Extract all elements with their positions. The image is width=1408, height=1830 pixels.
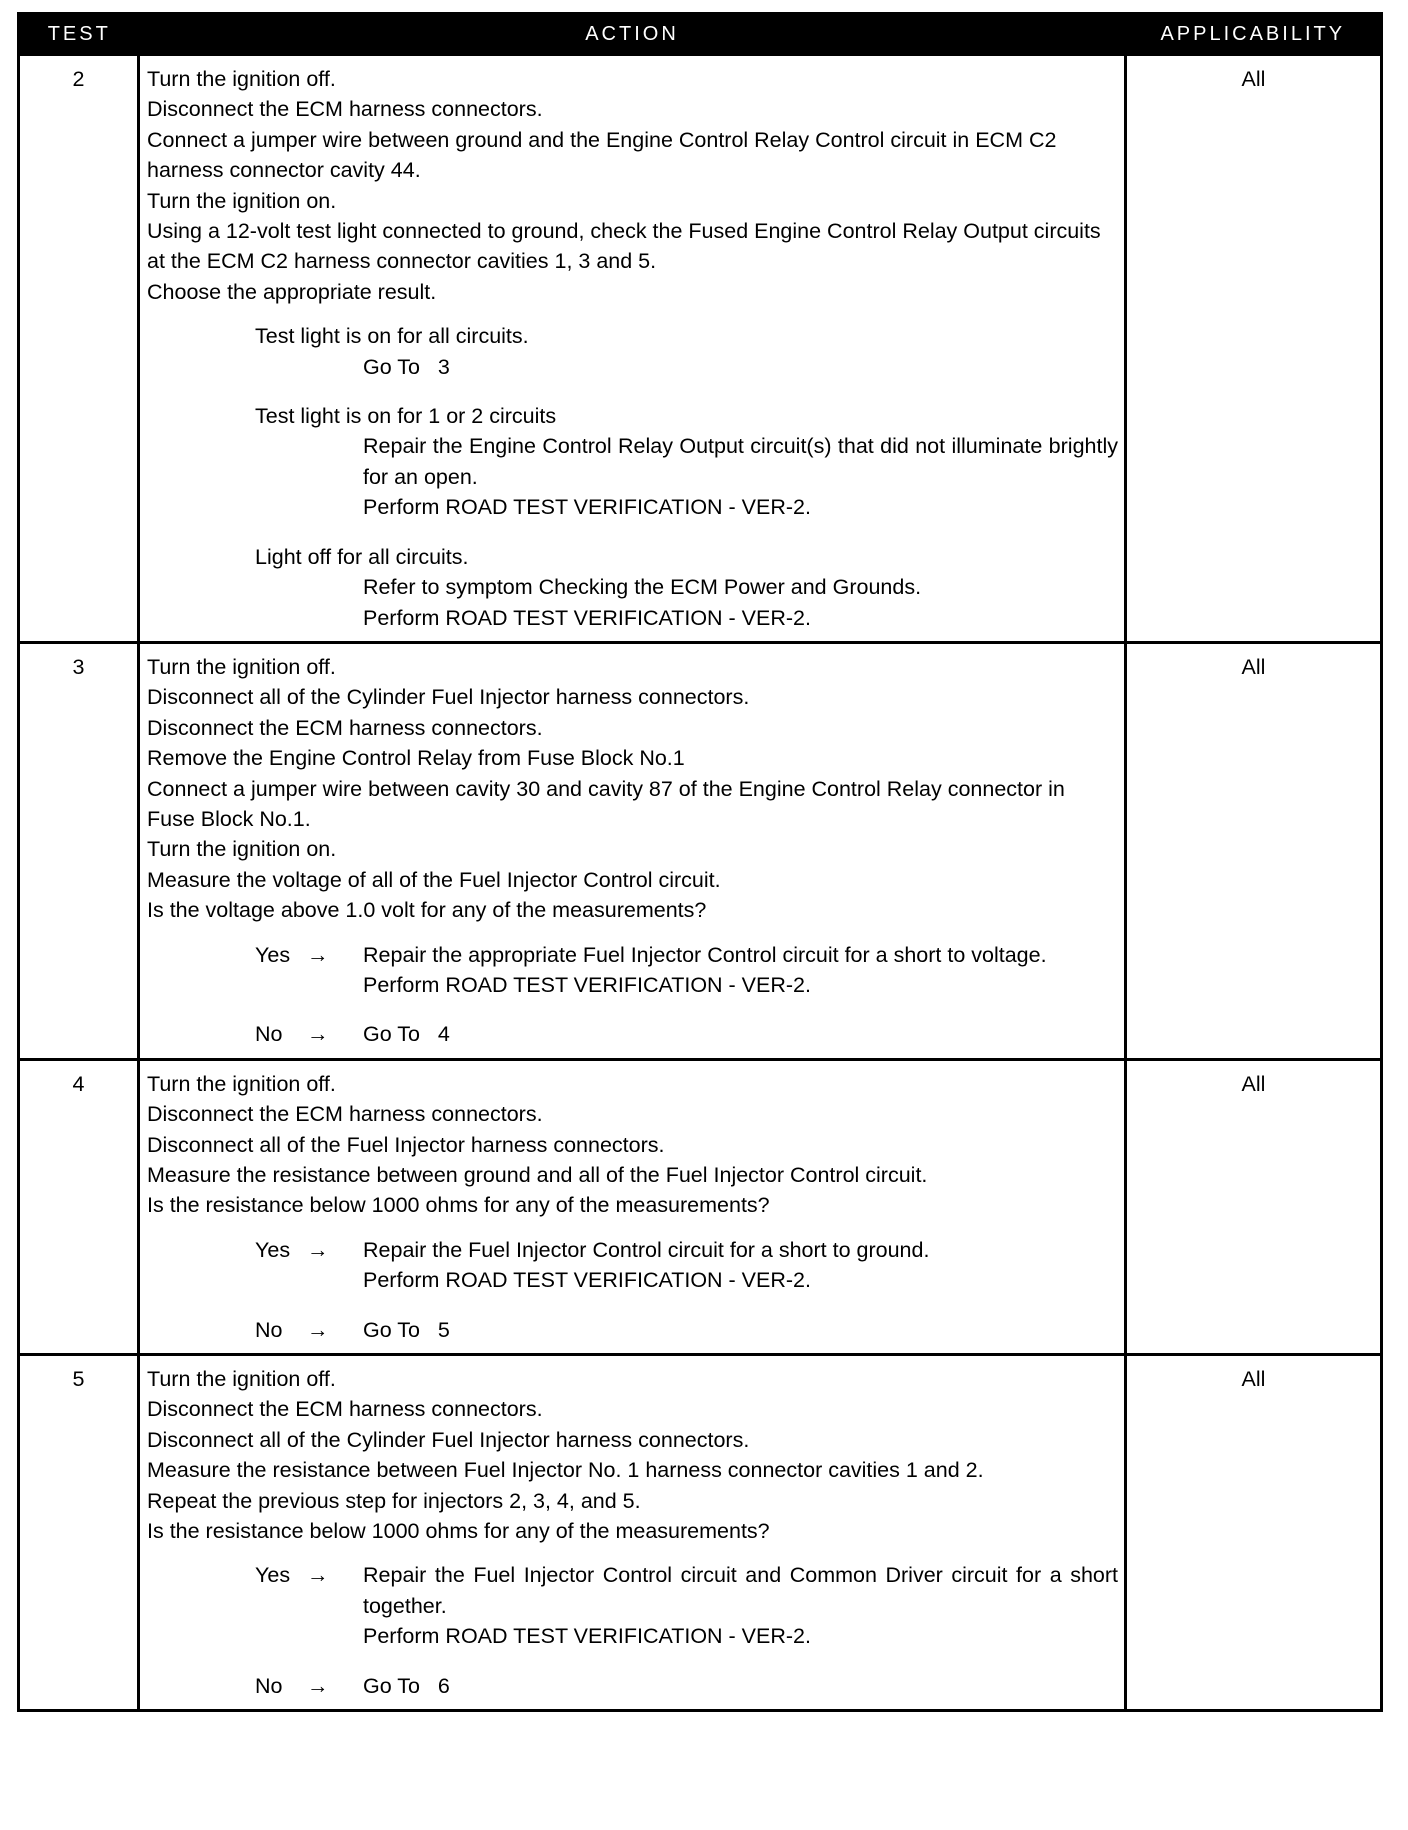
action-cell (139, 1355, 1126, 1711)
arrow-right-icon: → (307, 1022, 329, 1047)
no-answer (255, 1315, 1118, 1345)
action-step: Repeat the previous step for injectors 2, 3, 4, and 5. (147, 1488, 641, 1513)
action-step: Disconnect all of the Fuel Injector harness connectors. (147, 1132, 665, 1157)
arrow-right-icon: → (307, 1237, 329, 1262)
action-step: Disconnect all of the Cylinder Fuel Injector harness connectors. (147, 1427, 750, 1452)
diagnostic-table (17, 12, 1383, 1712)
answer-instructions (363, 1671, 1118, 1701)
answer-label: Yes (255, 1563, 291, 1588)
test-row (19, 642, 1382, 1059)
test-number: 5 (19, 1355, 139, 1711)
applicability-value: All (1126, 1355, 1382, 1711)
action-step: Turn the ignition off. (147, 654, 336, 679)
answer-instruction: Perform ROAD TEST VERIFICATION - VER-2. (363, 1624, 811, 1649)
action-step: Using a 12-volt test light connected to ground, check the Fused Engine Control Relay Output circuits at the ECM C2 harness connector cavities 1, 3 and 5. (147, 219, 1101, 274)
answer-instructions (363, 1560, 1124, 1651)
action-step: Disconnect the ECM harness connectors. (147, 1102, 543, 1127)
action-step: Choose the appropriate result. (147, 279, 437, 304)
test-row (19, 1059, 1382, 1354)
action-step: Remove the Engine Control Relay from Fuse Block No.1 (147, 746, 685, 771)
answer-instruction: Perform ROAD TEST VERIFICATION - VER-2. (363, 972, 811, 997)
action-step: Measure the resistance between Fuel Injector No. 1 harness connector cavities 1 and 2. (147, 1458, 984, 1483)
test-number: 3 (19, 642, 139, 1059)
arrow-right-icon: → (307, 1563, 329, 1588)
result-condition: Light off for all circuits. (255, 544, 469, 569)
applicability-value: All (1126, 55, 1382, 643)
answer-instructions (363, 1235, 1118, 1296)
answer-instruction: Go To 5 (363, 1317, 450, 1342)
action-step: Turn the ignition off. (147, 67, 336, 91)
test-number: 2 (19, 55, 139, 643)
action-step: Disconnect the ECM harness connectors. (147, 715, 543, 740)
answer-instruction: Perform ROAD TEST VERIFICATION - VER-2. (363, 1268, 811, 1293)
action-step: Connect a jumper wire between ground and the Engine Control Relay Control circuit in ECM C2 harness connector cavity 44. (147, 127, 1057, 183)
result-condition: Test light is on for 1 or 2 circuits (255, 404, 557, 429)
action-cell (139, 1059, 1126, 1354)
applicability-value: All (1126, 1059, 1382, 1354)
result-options (147, 940, 1118, 1050)
action-step: Turn the ignition on. (147, 837, 337, 862)
no-answer (255, 1019, 1118, 1049)
test-row (19, 55, 1382, 643)
action-step: Connect a jumper wire between cavity 30 and cavity 87 of the Engine Control Relay connector in Fuse Block No.1. (147, 776, 1065, 831)
result-options (147, 1560, 1124, 1701)
result-instruction: Go To 3 (363, 354, 450, 379)
result-options (147, 1235, 1118, 1345)
arrow-right-icon: → (307, 942, 329, 967)
action-step: Disconnect the ECM harness connectors. (147, 97, 543, 122)
arrow-right-icon: → (307, 1317, 329, 1342)
answer-label: No (255, 1317, 283, 1342)
test-row (19, 1355, 1382, 1711)
result-instruction: Perform ROAD TEST VERIFICATION - VER-2. (363, 495, 811, 520)
yes-answer (255, 1560, 1124, 1651)
action-step: Is the resistance below 1000 ohms for any of the measurements? (147, 1519, 770, 1544)
header-action: ACTION (139, 14, 1126, 55)
result-option (255, 542, 1118, 633)
action-step: Disconnect all of the Cylinder Fuel Injector harness connectors. (147, 685, 750, 710)
result-option (255, 321, 1118, 382)
action-step: Turn the ignition off. (147, 1071, 336, 1096)
header-row (19, 14, 1382, 55)
arrow-right-icon: → (307, 1673, 329, 1698)
result-instruction: Perform ROAD TEST VERIFICATION - VER-2. (363, 605, 811, 630)
answer-instructions (363, 1019, 1118, 1049)
action-step: Turn the ignition off. (147, 1367, 336, 1392)
answer-label: No (255, 1673, 283, 1698)
test-number: 4 (19, 1059, 139, 1354)
answer-instructions (363, 1315, 1118, 1345)
result-instruction: Repair the Engine Control Relay Output circuit(s) that did not illuminate brightly for an open. (363, 434, 1124, 489)
applicability-value: All (1126, 642, 1382, 1059)
yes-answer (255, 1235, 1118, 1296)
answer-label: Yes (255, 942, 291, 967)
action-cell (139, 55, 1126, 643)
action-step: Disconnect the ECM harness connectors. (147, 1397, 543, 1422)
answer-instruction: Repair the Fuel Injector Control circuit for a short to ground. (363, 1237, 930, 1262)
header-test: TEST (19, 14, 139, 55)
no-answer (255, 1671, 1118, 1701)
result-condition: Test light is on for all circuits. (255, 324, 529, 349)
answer-instructions (363, 940, 1118, 1001)
action-step: Is the resistance below 1000 ohms for any of the measurements? (147, 1193, 770, 1218)
action-step: Measure the resistance between ground and all of the Fuel Injector Control circuit. (147, 1163, 928, 1187)
action-step: Turn the ignition on. (147, 188, 337, 213)
yes-answer (255, 940, 1118, 1001)
answer-instruction: Repair the Fuel Injector Control circuit and Common Driver circuit for a short together. (363, 1563, 1124, 1618)
action-cell (139, 642, 1126, 1059)
answer-label: No (255, 1022, 283, 1047)
answer-instruction: Repair the appropriate Fuel Injector Control circuit for a short to voltage. (363, 942, 1047, 967)
answer-label: Yes (255, 1237, 291, 1262)
result-option (255, 401, 1124, 523)
header-applicability: APPLICABILITY (1126, 14, 1382, 55)
result-instruction: Refer to symptom Checking the ECM Power and Grounds. (363, 575, 922, 600)
answer-instruction: Go To 6 (363, 1673, 450, 1698)
result-options (147, 321, 1124, 633)
answer-instruction: Go To 4 (363, 1022, 450, 1047)
action-step: Measure the voltage of all of the Fuel Injector Control circuit. (147, 867, 721, 892)
action-step: Is the voltage above 1.0 volt for any of the measurements? (147, 898, 707, 923)
